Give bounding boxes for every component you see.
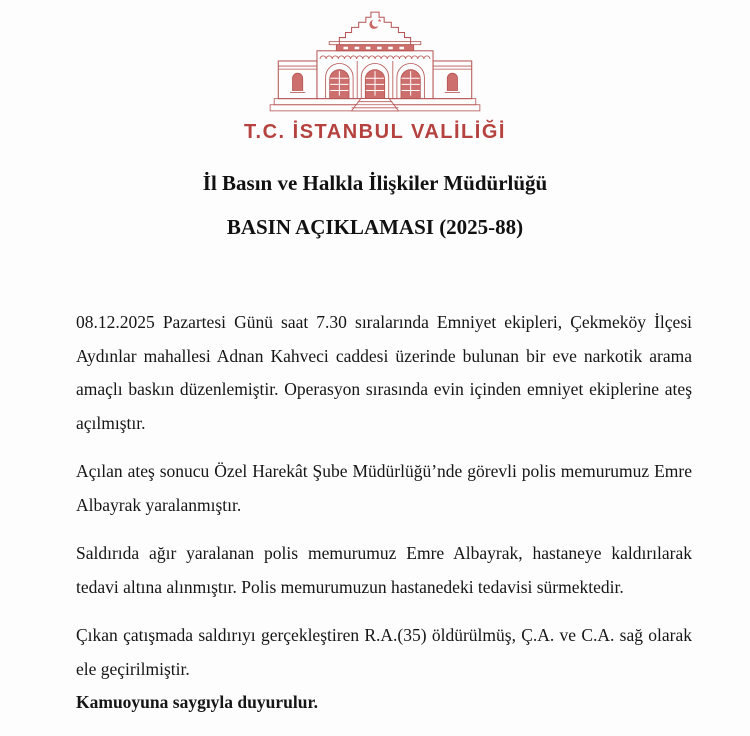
governorship-building-logo [267, 6, 483, 118]
department-heading: İl Basın ve Halkla İlişkiler Müdürlüğü [202, 171, 548, 195]
organization-name: T.C. İSTANBUL VALİLİĞİ [244, 121, 506, 143]
press-release-title: BASIN AÇIKLAMASI (2025-88) [226, 215, 524, 239]
closing-statement: Kamuoyuna saygıyla duyurulur. [76, 692, 319, 712]
paragraph-1: 08.12.2025 Pazartesi Günü saat 7.30 sıralarında Emniyet ekipleri, Çekmeköy İlçesi Aydınlar mahallesi Adnan Kahveci caddesi üzerinde bulunan bir eve narkotik arama amaçlı baskın düzenlemiştir. Operasyon sırasında evin içinden emniyet ekiplerine ateş açılmıştır. [76, 312, 692, 433]
press-release-body [76, 306, 692, 720]
paragraph-4: Çıkan çatışmada saldırıyı gerçekleştiren R.A.(35) öldürülmüş, Ç.A. ve C.A. sağ olarak ele geçirilmiştir. [76, 625, 692, 679]
paragraph-3: Saldırıda ağır yaralanan polis memurumuz Emre Albayrak, hastaneye kaldırılarak tedavi altına alınmıştır. Polis memurumuzun hastanedeki tedavisi sürmektedir. [76, 543, 692, 597]
crescent-star-icon [369, 19, 381, 29]
logo-block [0, 6, 750, 144]
paragraph-2: Açılan ateş sonucu Özel Harekât Şube Müdürlüğü’nde görevli polis memurumuz Emre Albayrak yaralanmıştır. [76, 461, 692, 515]
